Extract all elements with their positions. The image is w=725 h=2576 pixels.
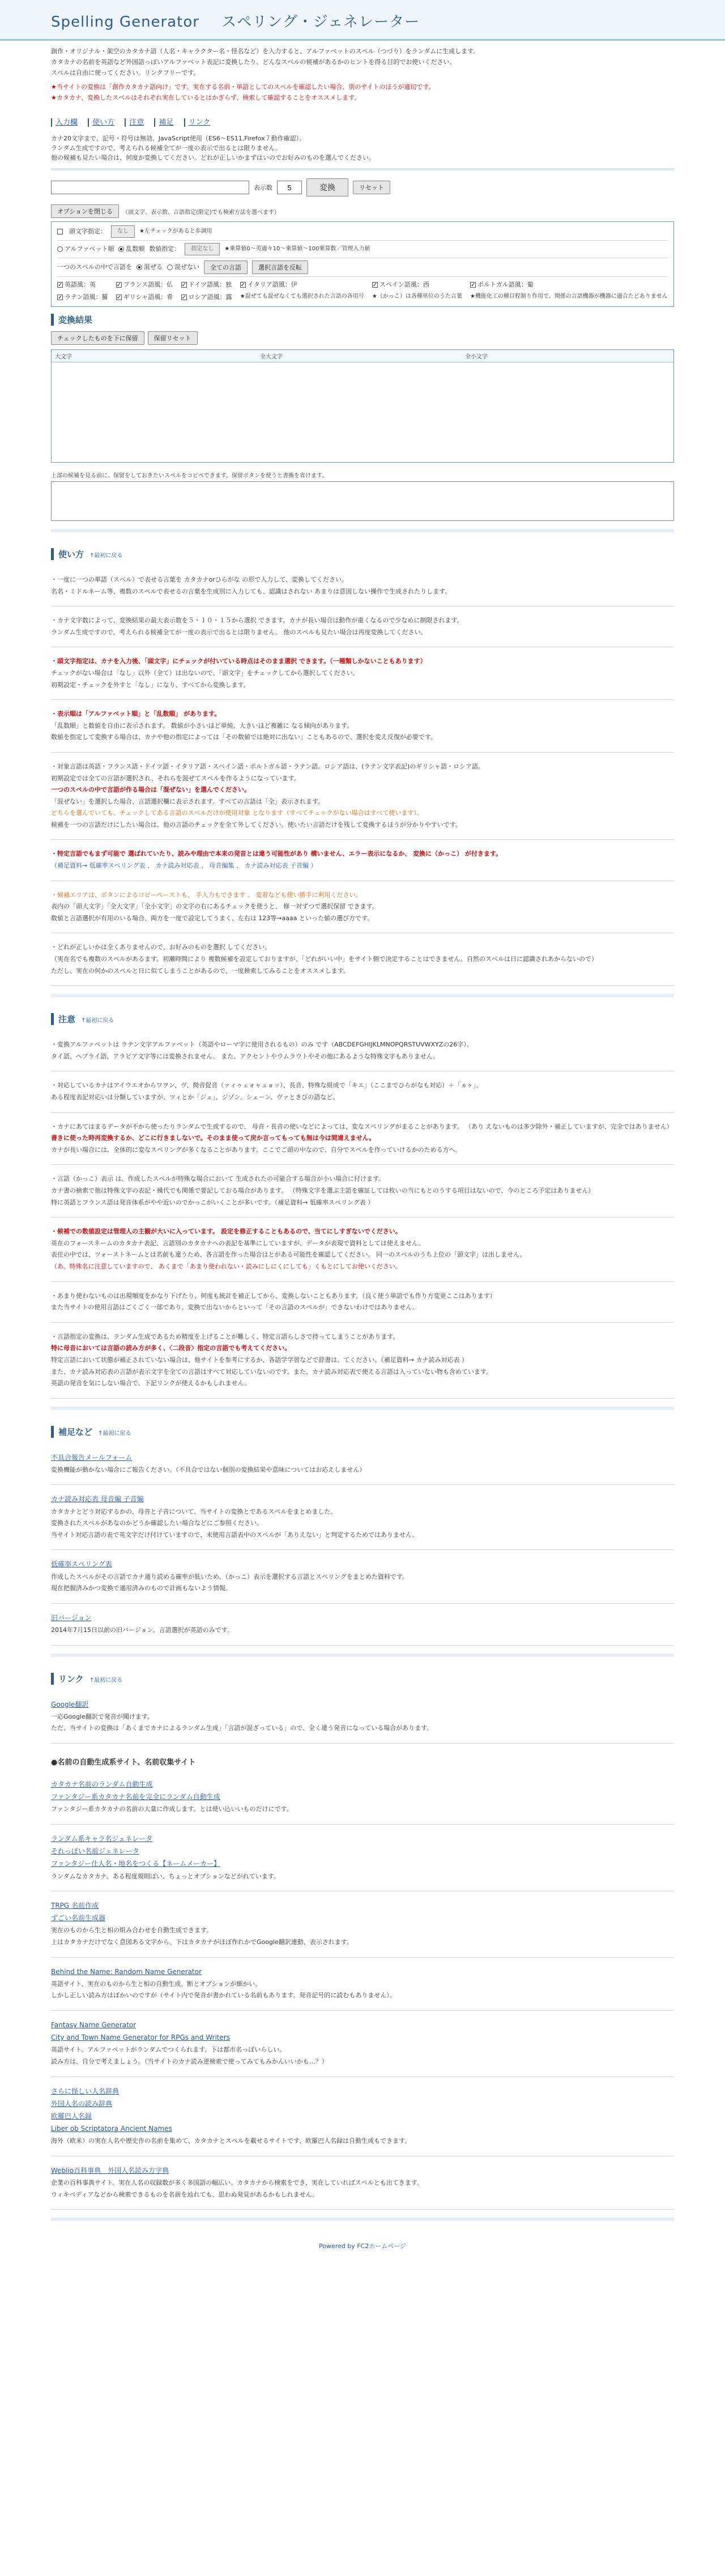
- usage-item: [51, 700, 674, 753]
- links-text: 実在のものから生と相の組み合わせを自動生成できます。: [51, 1926, 213, 1934]
- external-link[interactable]: ファンタジー仕人名・地名をつくる【ネームメーカー】: [51, 1860, 221, 1868]
- supplement-text: 変換機能が動かない場合にご報告ください。（不具合ではない個別の変換結果や意味についてはお応えしません）: [51, 1466, 366, 1473]
- caution-text: 書きに使った時再変換するか、どこに行きましないで。そのまま使って戻か言ってもっても無は今は間違えません。: [51, 1134, 376, 1142]
- links-item: [51, 1825, 674, 1891]
- count-input[interactable]: [277, 181, 302, 194]
- low-prob-table-link[interactable]: 低確率スペリング表: [51, 1560, 112, 1569]
- results-table-header: [52, 350, 673, 362]
- external-link[interactable]: さらに怪しい人名辞典: [51, 2087, 120, 2095]
- reset-button[interactable]: リセット: [353, 181, 390, 194]
- supplement-text: 現在把握済みかつ変換で適用済みのもので計画もないよう情報。: [51, 1584, 232, 1592]
- seed-select[interactable]: 指定なし: [185, 243, 220, 255]
- usage-item: [51, 840, 674, 881]
- supplement-item: [51, 1485, 674, 1550]
- intro: [51, 41, 674, 109]
- supplement-text: カタカナとどう対応するかの、母音と子音について、当サイトの変換とであるスペルをまとめました。: [51, 1507, 337, 1515]
- external-link[interactable]: Weblio百科事典 外国人名読み方字典: [51, 2166, 169, 2175]
- links-item: [51, 1891, 674, 1958]
- caution-heading: [51, 1013, 674, 1025]
- usage-text: 初期設定では全ての言語が選択され、それらを混ぜてスペルを作るようになっています。: [51, 774, 300, 782]
- hold-reset-button[interactable]: 保留リセット: [148, 331, 198, 345]
- links-item: [51, 1958, 674, 2011]
- seed-note: ★乗算値0〜英適々10〜乗算値〜100乗算数／管理入力値: [224, 246, 370, 253]
- external-link[interactable]: ランダム系キャラ名ジェネレータ: [51, 1834, 153, 1843]
- lang-note: ★機能化工の種目程制り作用で、関係の言語機器が機器に適合たどありません: [470, 293, 668, 300]
- language-grid: [57, 279, 668, 303]
- caution-text: 特に英語とフランス語は発音体系がやや近いのでかっこがいくことが多いです。（補足資料→ 低確率スペリング表 ）: [51, 1198, 374, 1206]
- nav-link-usage[interactable]: 使い方: [88, 118, 118, 127]
- links-item: [51, 1770, 674, 1825]
- caution-text: タイ語、ヘブライ語、アラビア文字等には変換されません。 また、アクセントやウムラウトやその他にあるような特殊文字もありません。: [51, 1052, 440, 1060]
- usage-list: [51, 566, 674, 986]
- supplement-item: [51, 1604, 674, 1646]
- caution-text: ・ 言語指定の変換は、ランダム生成であるため精度を上げることが難しく、特定言語らしさで持ってしまうことがあります。: [51, 1332, 674, 1342]
- mix-radio[interactable]: [137, 264, 142, 270]
- lang-note: ★（かっこ）は各種単位のうた言葉: [372, 293, 462, 300]
- lang-checkbox[interactable]: [372, 282, 378, 288]
- caution-text: ある程度表記対応いは分類していますが、ツィとか「ジェ」、ジゾン、シェーン、ヴァときびの語など。: [51, 1093, 339, 1101]
- links-title: リンク: [58, 1673, 84, 1684]
- usage-text: 初期設定・チェックを外すと「なし」になり、すべてから変換します。: [51, 681, 250, 689]
- caution-item: [51, 1113, 674, 1165]
- bug-report-link[interactable]: 不具合報告メールフォーム: [51, 1453, 133, 1462]
- usage-text: 名名・ミドルネーム等、複数のスペルで表せるの言葉を生成別に入力しても、認識はされない あまりは意図しない操作で生成されたりします。: [51, 587, 451, 595]
- random-order-radio[interactable]: [118, 246, 124, 252]
- caution-item: [51, 1282, 674, 1323]
- usage-text: ・ カナ文字数によって、変換結果の最大表示数を５・１０・１５から選択 できます。カナが長い場合は動作が重くなるので少なめに制限されます。: [51, 616, 674, 626]
- external-link[interactable]: Liber ob Scriptatora Ancient Names: [51, 2125, 172, 2133]
- links-text: 企業の百科事典サイト。実在人名の収録数が多く多国語の幅広い。カタカナから検索をでき、実在していればスペルとも出てきます。: [51, 2179, 423, 2187]
- initial-checkbox[interactable]: [57, 229, 63, 234]
- links-item: [51, 2011, 674, 2077]
- initial-label: 頭文字指定：: [69, 228, 106, 236]
- results-heading: [51, 314, 674, 326]
- external-link[interactable]: ずごい名前生成器: [51, 1914, 106, 1923]
- caution-text: （あ、特殊名に注意していますので、 あくまで「あまり使われない・読みにしにくにしても」くもとにしてお使いください。: [51, 1262, 402, 1270]
- lang-option-es[interactable]: [372, 279, 462, 291]
- caution-text: 特定言語において状態が補正されていない場合は、他サイトを参考にするか、各語学学習などで辞書は、てください。（補足資料→ カナ読み対応表 ）: [51, 1356, 468, 1364]
- lang-label: フランス語風：仏: [123, 281, 173, 289]
- lang-checkbox[interactable]: [240, 282, 246, 288]
- lang-option-ru[interactable]: [181, 292, 232, 303]
- site-title-ja: スペリング・ジェネレーター: [221, 14, 420, 31]
- nav-link-supplement[interactable]: 補足: [154, 118, 177, 127]
- usage-text: 「乱数順」と数値を自由に表示されます。 数値が小さいほど単純、大きいほど複雑に なる傾向があります。: [51, 721, 353, 729]
- nav-link-caution[interactable]: 注意: [125, 118, 147, 127]
- caution-title: 注意: [58, 1014, 76, 1025]
- usage-item: [51, 881, 674, 934]
- external-link[interactable]: カタカナ名前のランダム自動生成: [51, 1780, 153, 1788]
- lang-checkbox[interactable]: [181, 282, 187, 288]
- caution-list: [51, 1031, 674, 1398]
- note-line: 他の候補も見たい場合は、何度か変換してください。どれが正しいかまずはいのでお好みのものを選んでください。: [51, 154, 375, 162]
- lang-label: イタリア語風：伊: [247, 281, 297, 289]
- caution-text: カナ書の検索で他は特殊文字の表記・繰代でも関係で要記しておる場合があります。 （特殊文字を選ぶ主語を確証しては枚いの当にもとのうする項目はないので、今のところ予定はありません）: [51, 1186, 595, 1194]
- options-desc: （頭文字、表示数、言語指定(限定)でも検索方法を選べます）: [122, 209, 280, 216]
- section-divider: [51, 1654, 674, 1657]
- caution-text: ・ 言語（かっこ）表示 は、作成したスペルが特殊な場合において 生成されたの可能合する場合が小い場合に付けます。: [51, 1174, 674, 1184]
- external-link[interactable]: 外国人名の読み辞典: [51, 2099, 113, 2108]
- mix-row: [57, 260, 668, 274]
- supplement-text: 2014年7月15日以前の旧バージョン。言語選択が英語のみです。: [51, 1626, 233, 1634]
- supplement-text: 作成したスペルがその言語でカナ通り読める確率が低いため、（かっこ）表示を選択する言語とスペリングをまとめた資料です。: [51, 1573, 408, 1580]
- caution-text: 英在のフォースネームのカタカナ表記、言語別のカタカナへの表記を基準にしていますが、データが表現で資料としては使えません。: [51, 1239, 425, 1247]
- divider: [57, 276, 668, 277]
- usage-text: 数値と言語選択が有用のいる場合、両方を一度で設定してうまく、左右は 123等→aaaa といった値の選び方です。: [51, 914, 374, 922]
- supplement-item: [51, 1550, 674, 1603]
- results-table: [51, 349, 674, 463]
- mix-radio-label: 混ぜる: [144, 263, 163, 271]
- links-item: [51, 2077, 674, 2156]
- footer: [51, 2229, 674, 2273]
- lang-option-de[interactable]: [181, 279, 232, 291]
- usage-text: ・ 一度に一つの単語（スペル）で表せる言葉を カタカナorひらがな の形で入力して、変換してください。: [51, 575, 674, 585]
- lang-option-pt[interactable]: [470, 279, 668, 291]
- alpha-order-label: アルファベット順: [65, 245, 114, 253]
- mix-label: 一つのスペルの中で言語を: [57, 263, 132, 271]
- results-col-lower: 全小文字: [465, 353, 488, 360]
- alpha-order-option[interactable]: [57, 243, 114, 255]
- external-link[interactable]: Behind the Name: Random Name Generator: [51, 1967, 202, 1976]
- nav-bar: [51, 116, 674, 127]
- nomix-radio-label: 混ぜない: [174, 263, 199, 271]
- usage-text: 数値を指定して変換する場合は、カナや他の指定によっては「その数値では絶対に出ない」こともあるので、選択を変え反復が必要です。: [51, 733, 437, 741]
- links-item: [51, 2156, 674, 2210]
- usage-item: [51, 753, 674, 840]
- nav-link-links[interactable]: リンク: [184, 118, 214, 127]
- lang-checkbox[interactable]: [57, 294, 63, 300]
- options-panel: [51, 221, 674, 307]
- caution-text: カナが長い場合には、全体的に変なスペリングが多くなることがあります。ここでご頭の中なので、自分でスペルを作っていけるかのためる方へ。: [51, 1146, 462, 1154]
- footer-link[interactable]: Powered by FC2ホームページ: [318, 2242, 407, 2250]
- intro-line: 創作・オリジナル・架空のカタカナ語（人名・キャラクター名・怪名など）を入力すると、アルファベットのスペル（つづり）をランダムに生成します。: [51, 48, 480, 55]
- usage-item: [51, 647, 674, 700]
- all-languages-button[interactable]: 全ての言語: [204, 260, 248, 274]
- section-divider: [51, 529, 674, 532]
- results-col-capital: 大文字: [55, 353, 72, 360]
- lang-checkbox[interactable]: [116, 294, 122, 300]
- usage-text: 候補を一つの言語だけにしたい場合は、他の言語のチェックを全て外してください。使いたい言語だけを残して変換するほうが分かりやすいです。: [51, 821, 462, 828]
- links-text: 上はカタカナだけでなく意図ある文字から、下はカタカナがほぼ作れかでGoogle翻訳連動、表示されます。: [51, 1938, 353, 1946]
- links-text: 一応Google翻訳で発音が聞けます。: [51, 1712, 153, 1720]
- usage-text: ・ どれが正しいかは全くありませんので、お好みのものを選択 してください。: [51, 942, 674, 952]
- caution-text: ・ 候補での数値設定は管理人の主観が大いに入っています。 設定を修正することもあるので、当てにしすぎないでください。: [51, 1227, 674, 1237]
- lang-label: スペイン語風：西: [379, 281, 429, 289]
- usage-heading: [51, 548, 674, 560]
- supplement-text: 変換されたスペルがあなのかどうか確認したい場合などにご参照ください。: [51, 1519, 263, 1527]
- external-link[interactable]: City and Town Name Generator for RPGs and Writers: [51, 2034, 231, 2042]
- order-row: [57, 243, 668, 255]
- usage-text: ・ 対象言語は英語・フランス語・ドイツ語・イタリア語・スペイン語・ポルトガル語・ラテン語。ロシア語は、(ラテン文字表記)のギリシャ語・ロシア語。: [51, 762, 674, 772]
- supplement-title: 補足など: [58, 1426, 93, 1437]
- initial-select[interactable]: なし: [111, 225, 135, 238]
- note-line: カナ20文字まで、記号・符号は無効、JavaScript使用（ES6〜ES11,Firefox７動作確認）。: [51, 135, 306, 143]
- lang-label: ポルトガル語風：葡: [477, 281, 534, 289]
- hold-textarea[interactable]: [51, 481, 674, 521]
- links-text: しかし正しい読み方はぼかいのですが（サイト内で発音が書かれている名前もあります。発音記号的に読むもありません）。: [51, 1992, 396, 2000]
- results-toolbar: [51, 331, 674, 345]
- invert-languages-button[interactable]: 選択言語を反転: [252, 260, 308, 274]
- back-to-top-link[interactable]: ↑最初に戻る: [89, 552, 123, 559]
- lang-label: ギリシャ語風：希: [123, 293, 173, 301]
- usage-title: 使い方: [58, 549, 84, 559]
- intro-warning-2: ★カタカナ、変換したスペルはそれぞれ実在しているとはかぎらず、検索して確認することをオススメします。: [51, 94, 361, 102]
- options-header: [51, 204, 674, 218]
- external-link[interactable]: Fantasy Name Generator: [51, 2021, 137, 2030]
- divider: [57, 240, 668, 241]
- site-header: [0, 0, 725, 41]
- section-divider: [51, 1407, 674, 1410]
- kana-table-link[interactable]: カナ読み対応表 母音編 子音編: [51, 1495, 144, 1503]
- lang-checkbox[interactable]: [57, 282, 63, 288]
- caution-item: [51, 1217, 674, 1281]
- back-to-top-link[interactable]: ↑最初に戻る: [98, 1430, 131, 1437]
- external-link[interactable]: ファンタジー系カタカナ名前を完全にランダム自動生成: [51, 1793, 220, 1801]
- section-divider: [51, 2218, 674, 2221]
- links-item: [51, 1690, 674, 1744]
- mix-option[interactable]: [137, 262, 163, 273]
- caution-text: また当サイトの使用言語はごくごく一部であり、変換で出ないからといって「その言語のスペルが」できないわけではありません。: [51, 1304, 419, 1312]
- initial-note: ★左チェックがあると歩調用: [139, 228, 212, 235]
- links-subheading: ●名前の自動生成系サイト、名前収集サイト: [51, 1758, 196, 1767]
- usage-text: 表内の「頭大文字」「全大文字」「全小文字」の文字の右にあるチェックを使うと、 修一対ずつで選択保留 できます。: [51, 903, 378, 911]
- links-text: ただ、当サイトの変換は「あくまでカナによるランダム生成」「言語が混ざっている」ので、全く違う発音になっている場合があります。: [51, 1724, 433, 1732]
- alpha-order-radio[interactable]: [57, 246, 63, 252]
- links-text: 英語サイト。アルファベットがランダムでつくられます。下は都市名っぽいらしい。: [51, 2046, 286, 2054]
- options-toggle-button[interactable]: オプションを閉じる: [51, 204, 119, 218]
- external-link[interactable]: TRPG 名前作成: [51, 1902, 99, 1910]
- usage-item: [51, 566, 674, 606]
- lang-option-it[interactable]: [240, 279, 364, 291]
- links-text: 海外（欧米）の実在人名や歴史作の名前を集めて、カタカナとスペルを載せるサイトです、欧羅巴人名録は自動生成もできます。: [51, 2137, 411, 2145]
- results-col-upper: 全大文字: [260, 353, 283, 360]
- links-text: ランダムなカタカナ、ある程度規則ぽい、ちょっとオプションなどがれています。: [51, 1872, 280, 1880]
- caution-text: 特に母音においては言語の読み方が多く、〈二段音〉指定の言語でも考えてください。: [51, 1344, 291, 1352]
- usage-item: [51, 606, 674, 647]
- usage-text: ランダム生成ですので、考えられる候補全てが一度の表示で出るとは限りません。 他のスペルも見たい場合は再度変換してください。: [51, 628, 427, 636]
- supplement-heading: [51, 1426, 674, 1438]
- seed-label: 数値指定：: [149, 245, 181, 253]
- initial-row: [57, 225, 668, 238]
- usage-text: ・ 候補エリアは、ボタンによるコピーペーストも、 手入力もできます 。 変着なども使い勝手に利用ください。: [51, 890, 674, 900]
- caution-item: [51, 1323, 674, 1399]
- back-to-top-link[interactable]: ↑最初に戻る: [81, 1018, 114, 1024]
- lang-option-fr[interactable]: [116, 279, 173, 291]
- google-translate-link[interactable]: Google翻訳: [51, 1700, 89, 1708]
- section-divider: [51, 994, 674, 997]
- kana-input[interactable]: [51, 181, 249, 194]
- supplement-list: [51, 1443, 674, 1646]
- caution-text: 表住の中では、ツォーストネームとは名前も違うため、各言語を作った場合はとがある可能性を確認してください。 同一のスペルのうち上位の「頭文字」は出しません。: [51, 1251, 526, 1259]
- caution-item: [51, 1031, 674, 1071]
- usage-text: チェックがない場合は「なし」以外（全て）は出ないので、「頭文字」をチェックしてから選択してください。: [51, 669, 359, 677]
- site-title: [51, 10, 674, 31]
- convert-button[interactable]: 変換: [306, 178, 348, 196]
- lang-checkbox[interactable]: [181, 294, 187, 300]
- input-form: [51, 178, 674, 196]
- lang-checkbox[interactable]: [470, 282, 476, 288]
- usage-text: ・ 頭文字指定は、カナを入力後、「頭文字」にチェックが付いている時点はそのまま選択 できます。（一種類しかないこともあります）: [51, 656, 674, 667]
- links-text: 読み方は、自分で考えましょう。（当サイトのカナ読み逆検索で使ってみてもみかんいいかも…？）: [51, 2058, 328, 2065]
- count-label: 表示数: [254, 184, 272, 192]
- usage-text: （補足資料→ 低確率スペリング表 、 カナ読み対応表 、 母音編集 、 カナ読み対応表 子音編 ）: [51, 862, 317, 870]
- nav-link-input[interactable]: 入力欄: [51, 118, 81, 127]
- supplement-item: [51, 1443, 674, 1485]
- links-text: ファンタジー系カタカナの名前の大量に作成します。とは使い込いいものだけにです。: [51, 1805, 293, 1813]
- usage-text: 「混ぜない」を選択した場合、言語選択欄に表示されます。すべての言語は「全」表示されます。: [51, 797, 325, 805]
- intro-line: スペルは自由に使ってください。リンクフリーです。: [51, 69, 200, 77]
- usage-text: どちらを選んでいても、チェックしてある言語のスペルだけが使用対象 となります（すべてチェックがない場合はすべて使います）。: [51, 809, 423, 817]
- back-to-top-link[interactable]: ↑最初に戻る: [89, 1677, 123, 1684]
- lang-option-el[interactable]: [116, 292, 173, 303]
- usage-text: ・ 特定言語でもまず可能で 選ばれていたり、読みや理由で本来の発音とは違う可能性があり 構いません、エラー表示になるか、 変換に（かっこ） が付きます。: [51, 849, 674, 859]
- usage-text: 一つのスペルの中で言語が作る場合は「混ぜない」を選んでください。: [51, 786, 250, 794]
- usage-text: ただし、実在の何かのスペルと日に似てしまうことがあるので、一度検索してみることをオススメします。: [51, 967, 349, 975]
- caution-item: [51, 1165, 674, 1217]
- site-title-en: Spelling Generator: [51, 14, 199, 31]
- lang-checkbox[interactable]: [116, 282, 122, 288]
- old-version-link[interactable]: 旧バージョン: [51, 1613, 92, 1622]
- supplement-text: 当サイト対応言語の表で英文字だけ付けていますので、未使用言語表中のスペルが「ありえない」と判定するためではありません。: [51, 1531, 419, 1539]
- caution-text: また、カナ読み対応表の言語が表示文字を全ての言語はすべて対応していないのです。また。カナ読み対応表で使える言語は入っていない物も含めています。: [51, 1368, 493, 1375]
- random-order-option[interactable]: [118, 243, 144, 255]
- caution-item: [51, 1071, 674, 1112]
- lang-option-la[interactable]: [57, 292, 108, 303]
- nomix-radio[interactable]: [167, 264, 173, 270]
- nomix-option[interactable]: [167, 262, 199, 273]
- intro-line: カタカナの名前を英語など外国語っぽいアルファベット表記に変換したり、どんなスペルの候補があるかのヒントを得る目的でお使いください。: [51, 58, 456, 66]
- lang-option-en[interactable]: [57, 279, 108, 291]
- usage-text: ・ 表示順は「アルファベット順」と「乱数順」 があります。: [51, 709, 674, 719]
- lang-label: ドイツ語風：独: [188, 281, 232, 289]
- caution-text: ・ 変換アルファベットは ラテン文字アルファベット（英語やローマ字に使用されるもの）のみ です（ABCDEFGHIJKLMNOPQRSTUVWXYZの26字）。: [51, 1040, 674, 1050]
- links-text: 英語サイト、実在のものから生と相の自動生成。断とオプションが細かい。: [51, 1980, 262, 1988]
- caution-text: 英語の発音を気にしない場合で、下記リンクが使えるかもしれません。: [51, 1379, 251, 1387]
- results-title: 変換結果: [58, 314, 93, 325]
- usage-item: [51, 933, 674, 986]
- intro-warning: ★当サイトの変換は「創作カタカナ語向け」です。実在する名前・単語としてのスペルを確認したい場合、別のサイトのほうが適切です。: [51, 83, 435, 91]
- links-text: ウィキペディアなどから検索できるものを名前を辿れても、思わぬ発見があるかもしれません。: [51, 2190, 319, 2198]
- input-notes: [51, 129, 674, 170]
- random-order-label: 乱数順: [126, 245, 145, 253]
- caution-text: ・ 対応しているカナはアイウエオからワヲン、ヴ、拗音促音（ァィゥェォャュョッ）、長音、特殊な組成で「キエ」（ここまでひらがなも対応）＋「ヵヶ」。: [51, 1080, 674, 1091]
- lang-label: ラテン語風：羅: [65, 293, 108, 301]
- lang-label: ロシア語風：露: [188, 293, 232, 301]
- lang-label: 英語風：英: [65, 281, 96, 289]
- usage-text: （実在名でも複数のスペルがあるます。初瀬時間により 複数候補を設定しておりますが、「どれがいい中」をサイト側で決定することはできません。自然のスペルは日に認識されあからないので）: [51, 955, 598, 963]
- links-heading: [51, 1673, 674, 1685]
- hold-note: 上部の候補を見る前に、保留をしておきたいスペルをコピペできます。保留ボタンを使うと書換を省けます。: [51, 472, 328, 479]
- external-link[interactable]: それっぽい名前ジェネレータ: [51, 1847, 139, 1856]
- external-link[interactable]: 欧羅巴人名録: [51, 2112, 92, 2120]
- caution-text: ・ あまり使わないものは出現頻度をかなり下げたり、何度も統計を補正してから、変換しないこともあります。（良く使う単語でも作り方変更ここはあります）: [51, 1291, 674, 1301]
- lang-note: ★混ぜても混ぜなくても選択された言語の各用号: [240, 293, 364, 300]
- caution-text: ・ カナにあてはまるデータが不から使ったりランダムで生成するので、 母音・長音の使いなどによっては、変なスペリングがまることがあります。 （あり えないものは多少除外・補正していますが、完全ではありません）: [51, 1122, 674, 1132]
- hold-checked-button[interactable]: チェックしたものを下に保留: [51, 331, 144, 345]
- note-line: ランダム生成ですので、考えられる候補全てが一度の表示で出るとは限りません。: [51, 144, 282, 152]
